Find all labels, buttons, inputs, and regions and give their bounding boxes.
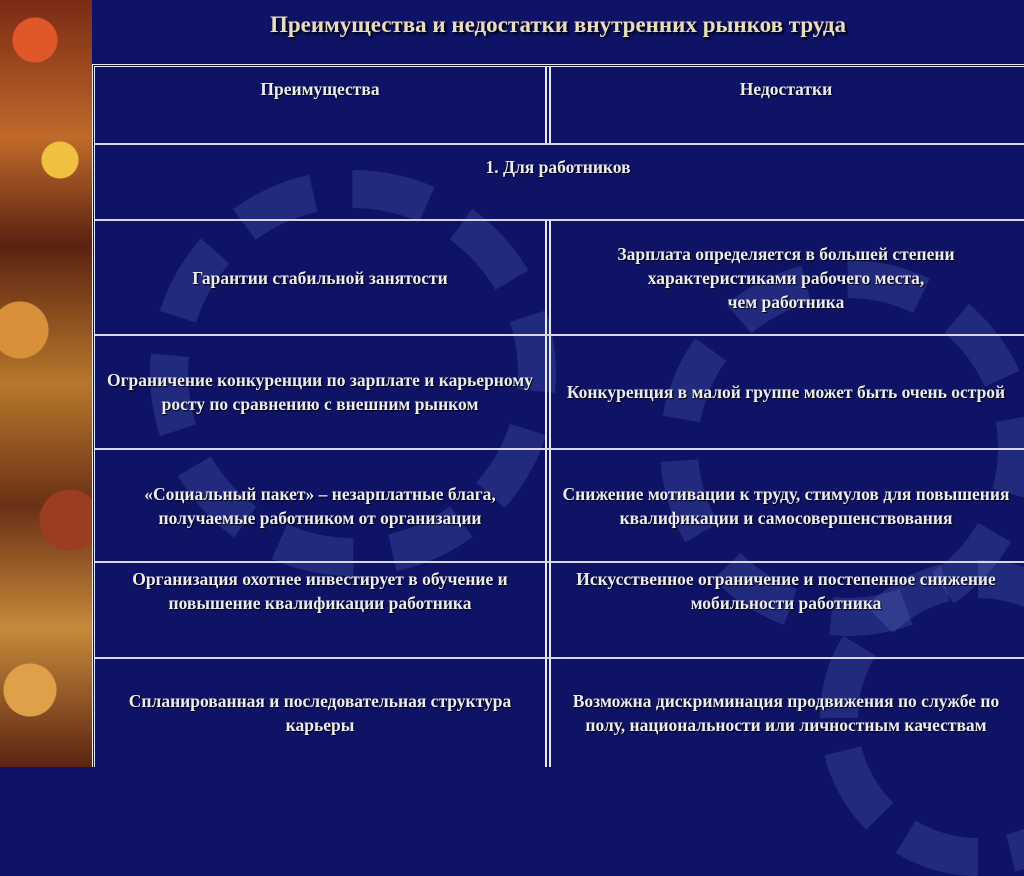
table-row (95, 659, 1024, 767)
advantage-cell: «Социальный пакет» – незарплатные блага, получаемые работником от организации (95, 450, 551, 561)
disadvantage-cell: Искусственное ограничение и постепенное снижение мобильности работника (576, 569, 996, 613)
disadvantage-cell: Зарплата определяется в большей степени характеристиками рабочего места, чем работника (617, 243, 955, 312)
advantage-cell: Организация охотнее инвестирует в обучение и повышение квалификации работника (95, 563, 551, 657)
disadvantage-cell: Возможна дискриминация продвижения по службе по полу, национальности или личностным качествам (572, 691, 1000, 735)
section-row (95, 145, 1024, 221)
advantage-cell: Гарантии стабильной занятости (95, 221, 551, 334)
section-label: 1. Для работников (485, 157, 631, 177)
header-disadvantages: Недостатки (739, 79, 833, 99)
table-row (95, 563, 1024, 659)
comparison-table (92, 64, 1024, 767)
disadvantage-cell: Конкуренция в малой группе может быть очень острой (566, 382, 1006, 402)
table-row (95, 336, 1024, 450)
table-row (95, 221, 1024, 336)
decorative-gear-strip (0, 0, 92, 767)
table-row (95, 450, 1024, 563)
advantage-cell: Ограничение конкуренции по зарплате и карьерному росту по сравнению с внешним рынком (95, 336, 551, 448)
table-header-row (95, 67, 1024, 145)
slide-title: Преимущества и недостатки внутренних рынков труда (270, 12, 846, 37)
disadvantage-cell: Снижение мотивации к труду, стимулов для повышения квалификации и самосовершенствования (562, 483, 1010, 528)
advantage-cell: Спланированная и последовательная структура карьеры (95, 659, 551, 767)
header-advantages: Преимущества (95, 67, 551, 143)
